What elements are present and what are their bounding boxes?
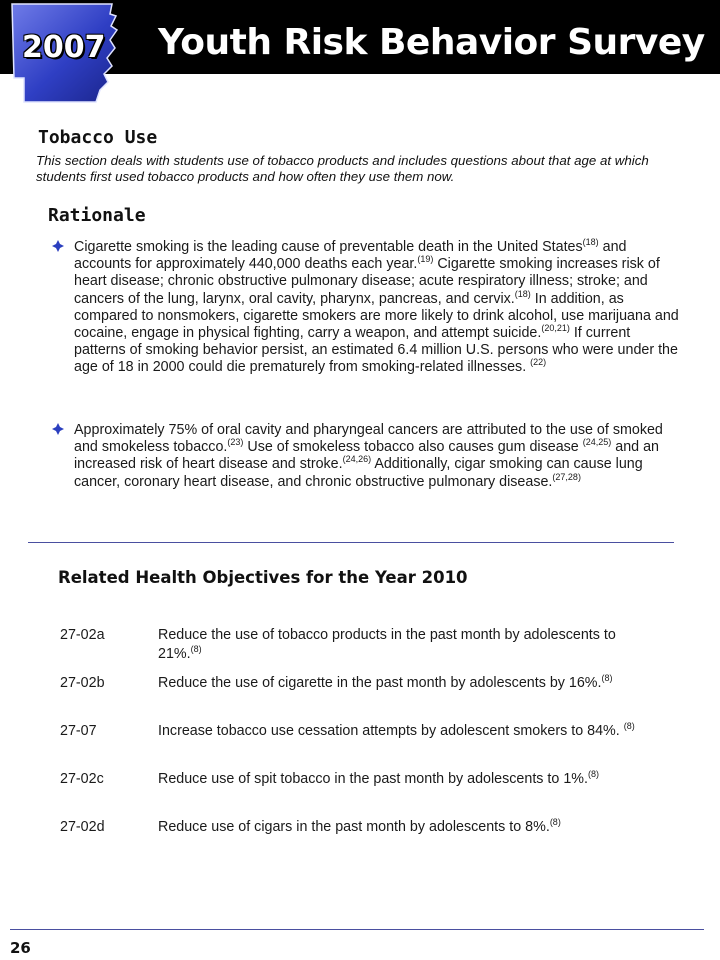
citation: (19) bbox=[417, 254, 434, 265]
rationale-bullet bbox=[52, 239, 680, 377]
rationale-title: Rationale bbox=[48, 205, 146, 226]
divider bbox=[28, 542, 674, 543]
objective-code: 27-02d bbox=[60, 819, 105, 835]
footer-divider bbox=[10, 929, 704, 930]
rationale-bullet-text bbox=[52, 239, 680, 377]
citation: (8) bbox=[601, 673, 613, 684]
citation: (24,26) bbox=[342, 454, 372, 465]
citation: (27,28) bbox=[552, 471, 581, 482]
section-title: Tobacco Use bbox=[38, 127, 158, 148]
objective-code: 27-02a bbox=[60, 627, 105, 643]
diamond-bullet-icon bbox=[52, 423, 64, 435]
citation: (8) bbox=[549, 817, 561, 828]
bullet-text-segment: Use of smokeless tobacco also causes gum disease bbox=[243, 439, 583, 456]
objective-text: Reduce use of spit tobacco in the past month by adolescents to 1%.$^{(8)}$ bbox=[158, 769, 599, 787]
bullet-text-segment: In addition, as compared to nonsmokers, cigarette smokers are more likely to drink alcohol, use marijuana and cocaine, engage in physical fighting, carry a weapon, and attempt suicide. bbox=[74, 290, 679, 342]
objective-text: Reduce the use of cigarette in the past month by adolescents by 16%.$^{(8)}$ bbox=[158, 673, 613, 691]
objective-code: 27-07 bbox=[60, 723, 97, 739]
rationale-bullet bbox=[52, 422, 680, 491]
bullet-text-segment: and accounts for approximately 440,000 deaths each year. bbox=[74, 239, 627, 273]
objective-text: Reduce use of cigars in the past month by adolescents to 8%.$^{(8)}$ bbox=[158, 817, 561, 835]
objective-text: Increase tobacco use cessation attempts by adolescent smokers to 84%. $^{(8)}$ bbox=[158, 721, 635, 739]
citation: (20,21) bbox=[541, 323, 570, 334]
bullet-text-segment: Additionally, cigar smoking can cause lung cancer, coronary heart disease, and chronic obstructive pulmonary disease. bbox=[74, 456, 643, 490]
section-description: This section deals with students use of tobacco products and includes questions about that age at which students first used tobacco products and how often they use them now. bbox=[36, 153, 649, 184]
objective-text: Reduce the use of tobacco products in the past month by adolescents to 21%.$^{(8)}$ bbox=[158, 627, 616, 662]
objectives-title: Related Health Objectives for the Year 2010 bbox=[58, 568, 468, 587]
citation: (8) bbox=[587, 769, 599, 780]
citation: (24,25) bbox=[582, 437, 612, 448]
citation: (22) bbox=[530, 357, 547, 368]
rationale-bullet-text bbox=[52, 422, 680, 491]
bullet-text-segment: Approximately 75% of oral cavity and pharyngeal cancers are attributed to the use of smoked and smokeless tobacco. bbox=[74, 422, 663, 456]
bullet-text-segment: If current patterns of smoking behavior persist, an estimated 6.4 million U.S. persons who were under the age of 18 in 2000 could die prematurely from smoking-related illnesses. bbox=[74, 325, 678, 376]
objective-code: 27-02c bbox=[60, 771, 104, 787]
diamond-bullet-icon bbox=[52, 240, 64, 252]
page-number: 26 bbox=[10, 939, 31, 957]
bullet-text-segment: and an increased risk of heart disease and stroke. bbox=[74, 439, 659, 473]
citation: (8) bbox=[190, 644, 202, 655]
citation: (8) bbox=[623, 721, 635, 732]
bullet-text-segment: Cigarette smoking increases risk of heart disease; chronic obstructive pulmonary disease; acute respiratory illness; stroke; and cancers of the lung, larynx, oral cavity, pharynx, pancreas, and cervix. bbox=[74, 256, 660, 307]
citation: (18) bbox=[514, 288, 531, 299]
survey-year: 2007 bbox=[22, 30, 106, 65]
citation: (23) bbox=[227, 437, 244, 448]
citation: (18) bbox=[582, 237, 599, 248]
bullet-text-segment: Cigarette smoking is the leading cause of preventable death in the United States bbox=[74, 239, 583, 255]
objective-code: 27-02b bbox=[60, 675, 105, 691]
page-title: Youth Risk Behavior Survey bbox=[158, 22, 705, 63]
